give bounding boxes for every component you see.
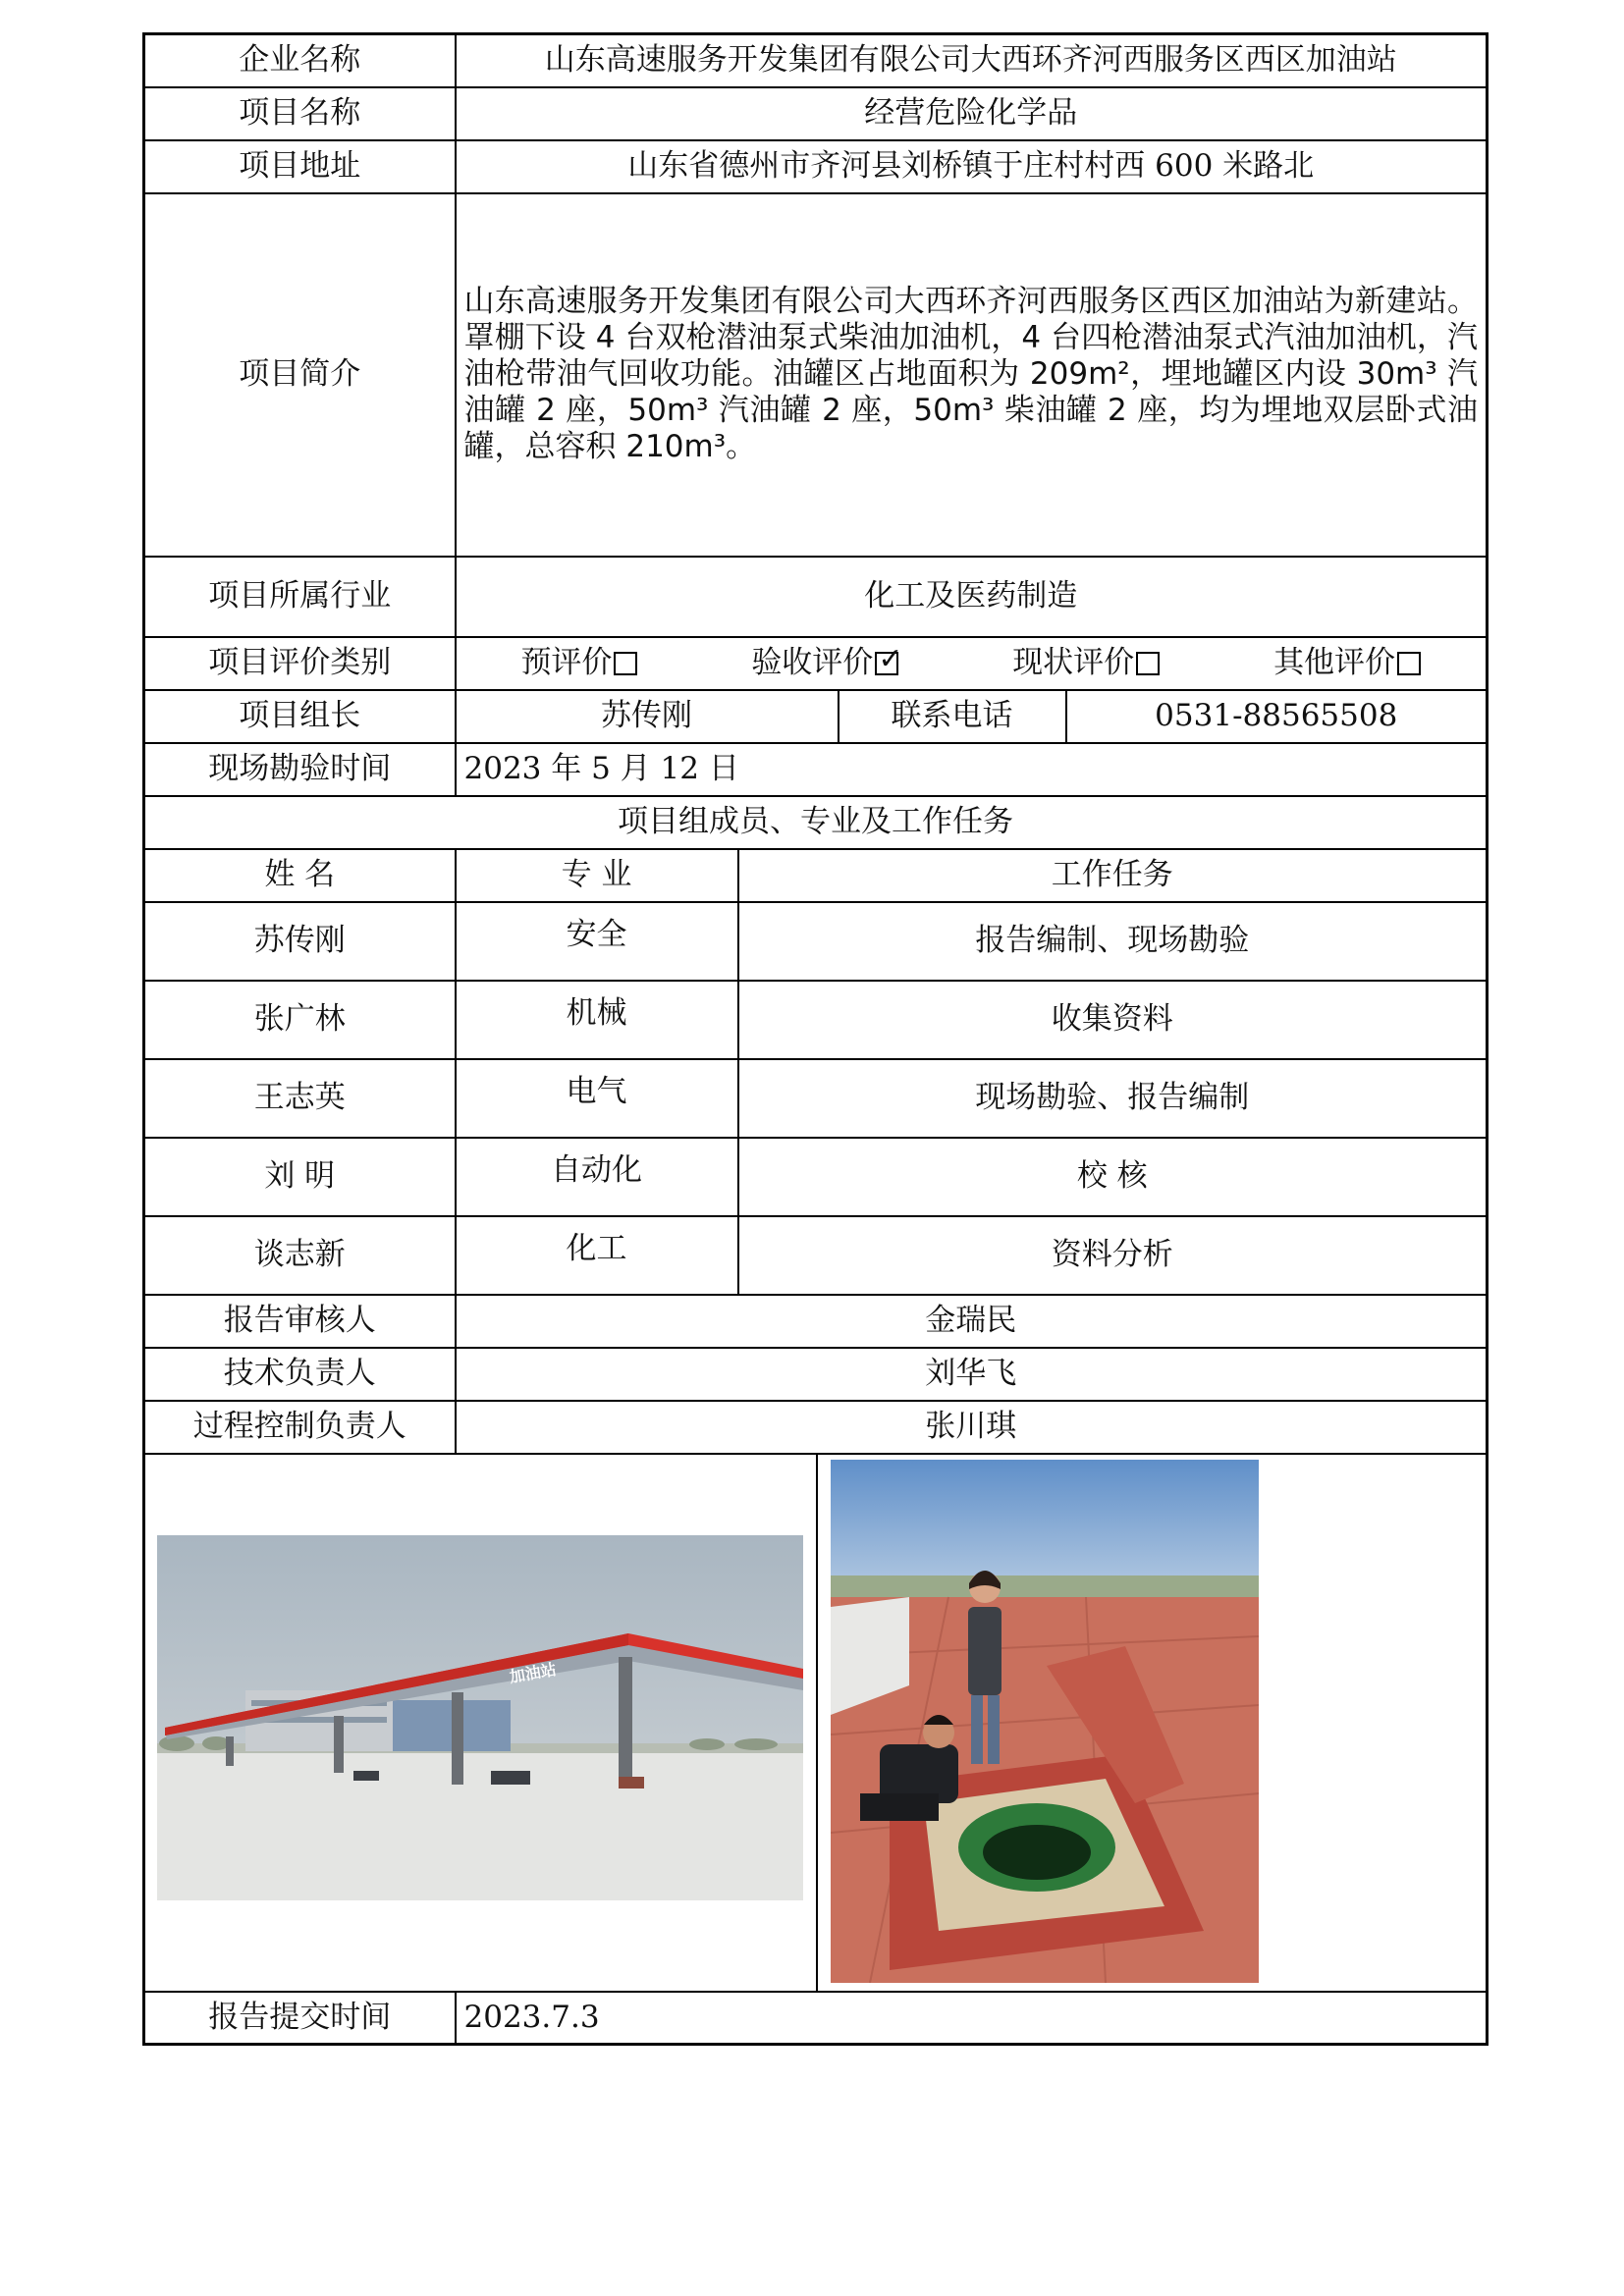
pavement [157, 1749, 803, 1900]
table-row [144, 1059, 1488, 1138]
team-header-name: 姓 名 [144, 849, 456, 902]
eval-type-options [456, 637, 1488, 690]
row-process-lead [144, 1401, 1488, 1454]
eval-option-status[interactable] [1012, 645, 1160, 681]
member-task: 收集资料 [738, 981, 1488, 1059]
address-label: 项目地址 [144, 140, 456, 193]
member-specialty: 机械 [456, 981, 738, 1059]
eval-option-label: 其他评价 [1273, 644, 1396, 680]
phone-value: 0531-88565508 [1066, 690, 1488, 743]
row-tech-lead [144, 1348, 1488, 1401]
eval-option-acceptance[interactable] [751, 645, 898, 681]
row-leader [144, 690, 1488, 743]
member-specialty: 安全 [456, 902, 738, 981]
oil-tank-inspection-photo [831, 1460, 1259, 1983]
eval-option-pre[interactable] [520, 645, 637, 681]
row-team-title [144, 796, 1488, 849]
member-name: 王志英 [144, 1059, 456, 1138]
photo-cell [144, 1454, 1488, 1992]
survey-time-value: 2023 年 5 月 12 日 [456, 743, 1488, 796]
row-intro [144, 193, 1488, 557]
row-team-header [144, 849, 1488, 902]
row-industry [144, 557, 1488, 637]
member-task: 校 核 [738, 1138, 1488, 1216]
row-reviewer [144, 1295, 1488, 1348]
industry-label: 项目所属行业 [144, 557, 456, 637]
submit-label: 报告提交时间 [144, 1992, 456, 2045]
table-row [144, 902, 1488, 981]
checkbox-unchecked-icon[interactable] [1136, 652, 1160, 675]
process-lead-value: 张川琪 [456, 1401, 1488, 1454]
process-lead-label: 过程控制负责人 [144, 1401, 456, 1454]
table-row [144, 1216, 1488, 1295]
industry-value: 化工及医药制造 [456, 557, 1488, 637]
team-header-task: 工作任务 [738, 849, 1488, 902]
leader-label: 项目组长 [144, 690, 456, 743]
row-photos [144, 1454, 1488, 1992]
row-eval-type [144, 637, 1488, 690]
reviewer-label: 报告审核人 [144, 1295, 456, 1348]
row-survey-time [144, 743, 1488, 796]
phone-label: 联系电话 [839, 690, 1066, 743]
table-row [144, 1138, 1488, 1216]
member-name: 苏传刚 [144, 902, 456, 981]
report-info-sheet [142, 32, 1486, 2046]
tech-lead-value: 刘华飞 [456, 1348, 1488, 1401]
reviewer-value: 金瑞民 [456, 1295, 1488, 1348]
canopy-sign-text: 加油站 [508, 1659, 558, 1686]
member-task: 报告编制、现场勘验 [738, 902, 1488, 981]
member-specialty: 化工 [456, 1216, 738, 1295]
team-header-specialty: 专 业 [456, 849, 738, 902]
team-section-title: 项目组成员、专业及工作任务 [144, 796, 1488, 849]
row-project-name [144, 87, 1488, 140]
address-value: 山东省德州市齐河县刘桥镇于庄村村西 600 米路北 [456, 140, 1488, 193]
checkbox-unchecked-icon[interactable] [1397, 652, 1421, 675]
survey-time-label: 现场勘验时间 [144, 743, 456, 796]
member-specialty: 自动化 [456, 1138, 738, 1216]
photo-divider [816, 1455, 818, 1991]
eval-option-other[interactable] [1273, 645, 1421, 681]
member-name: 谈志新 [144, 1216, 456, 1295]
checkbox-checked-icon[interactable] [875, 652, 898, 675]
member-name: 张广林 [144, 981, 456, 1059]
company-value: 山东高速服务开发集团有限公司大西环齐河西服务区西区加油站 [456, 34, 1488, 87]
tech-lead-label: 技术负责人 [144, 1348, 456, 1401]
member-name: 刘 明 [144, 1138, 456, 1216]
gas-station-photo [157, 1535, 803, 1900]
row-company [144, 34, 1488, 87]
eval-option-label: 验收评价 [751, 644, 874, 680]
row-address [144, 140, 1488, 193]
member-task: 现场勘验、报告编制 [738, 1059, 1488, 1138]
row-submit-time [144, 1992, 1488, 2045]
eval-type-label: 项目评价类别 [144, 637, 456, 690]
eval-option-label: 预评价 [520, 644, 613, 680]
eval-option-label: 现状评价 [1012, 644, 1135, 680]
project-info-table [142, 32, 1489, 2046]
member-specialty: 电气 [456, 1059, 738, 1138]
table-row [144, 981, 1488, 1059]
checkbox-unchecked-icon[interactable] [614, 652, 637, 675]
project-name-value: 经营危险化学品 [456, 87, 1488, 140]
intro-value: 山东高速服务开发集团有限公司大西环齐河西服务区西区加油站为新建站。罩棚下设 4 台双枪潜油泵式柴油加油机，4 台四枪潜油泵式汽油加油机，汽油枪带油气回收功能。油罐区占地面积为 209m²，埋地罐区内设 30m³ 汽油罐 2 座，50m³ 汽油罐 2 座，50m³ 柴油罐 2 座，均为埋地双层卧式油罐，总容积 210m³。 [456, 193, 1488, 557]
submit-value: 2023.7.3 [456, 1992, 1488, 2045]
company-label: 企业名称 [144, 34, 456, 87]
member-task: 资料分析 [738, 1216, 1488, 1295]
intro-label: 项目简介 [144, 193, 456, 557]
leader-value: 苏传刚 [456, 690, 839, 743]
project-name-label: 项目名称 [144, 87, 456, 140]
